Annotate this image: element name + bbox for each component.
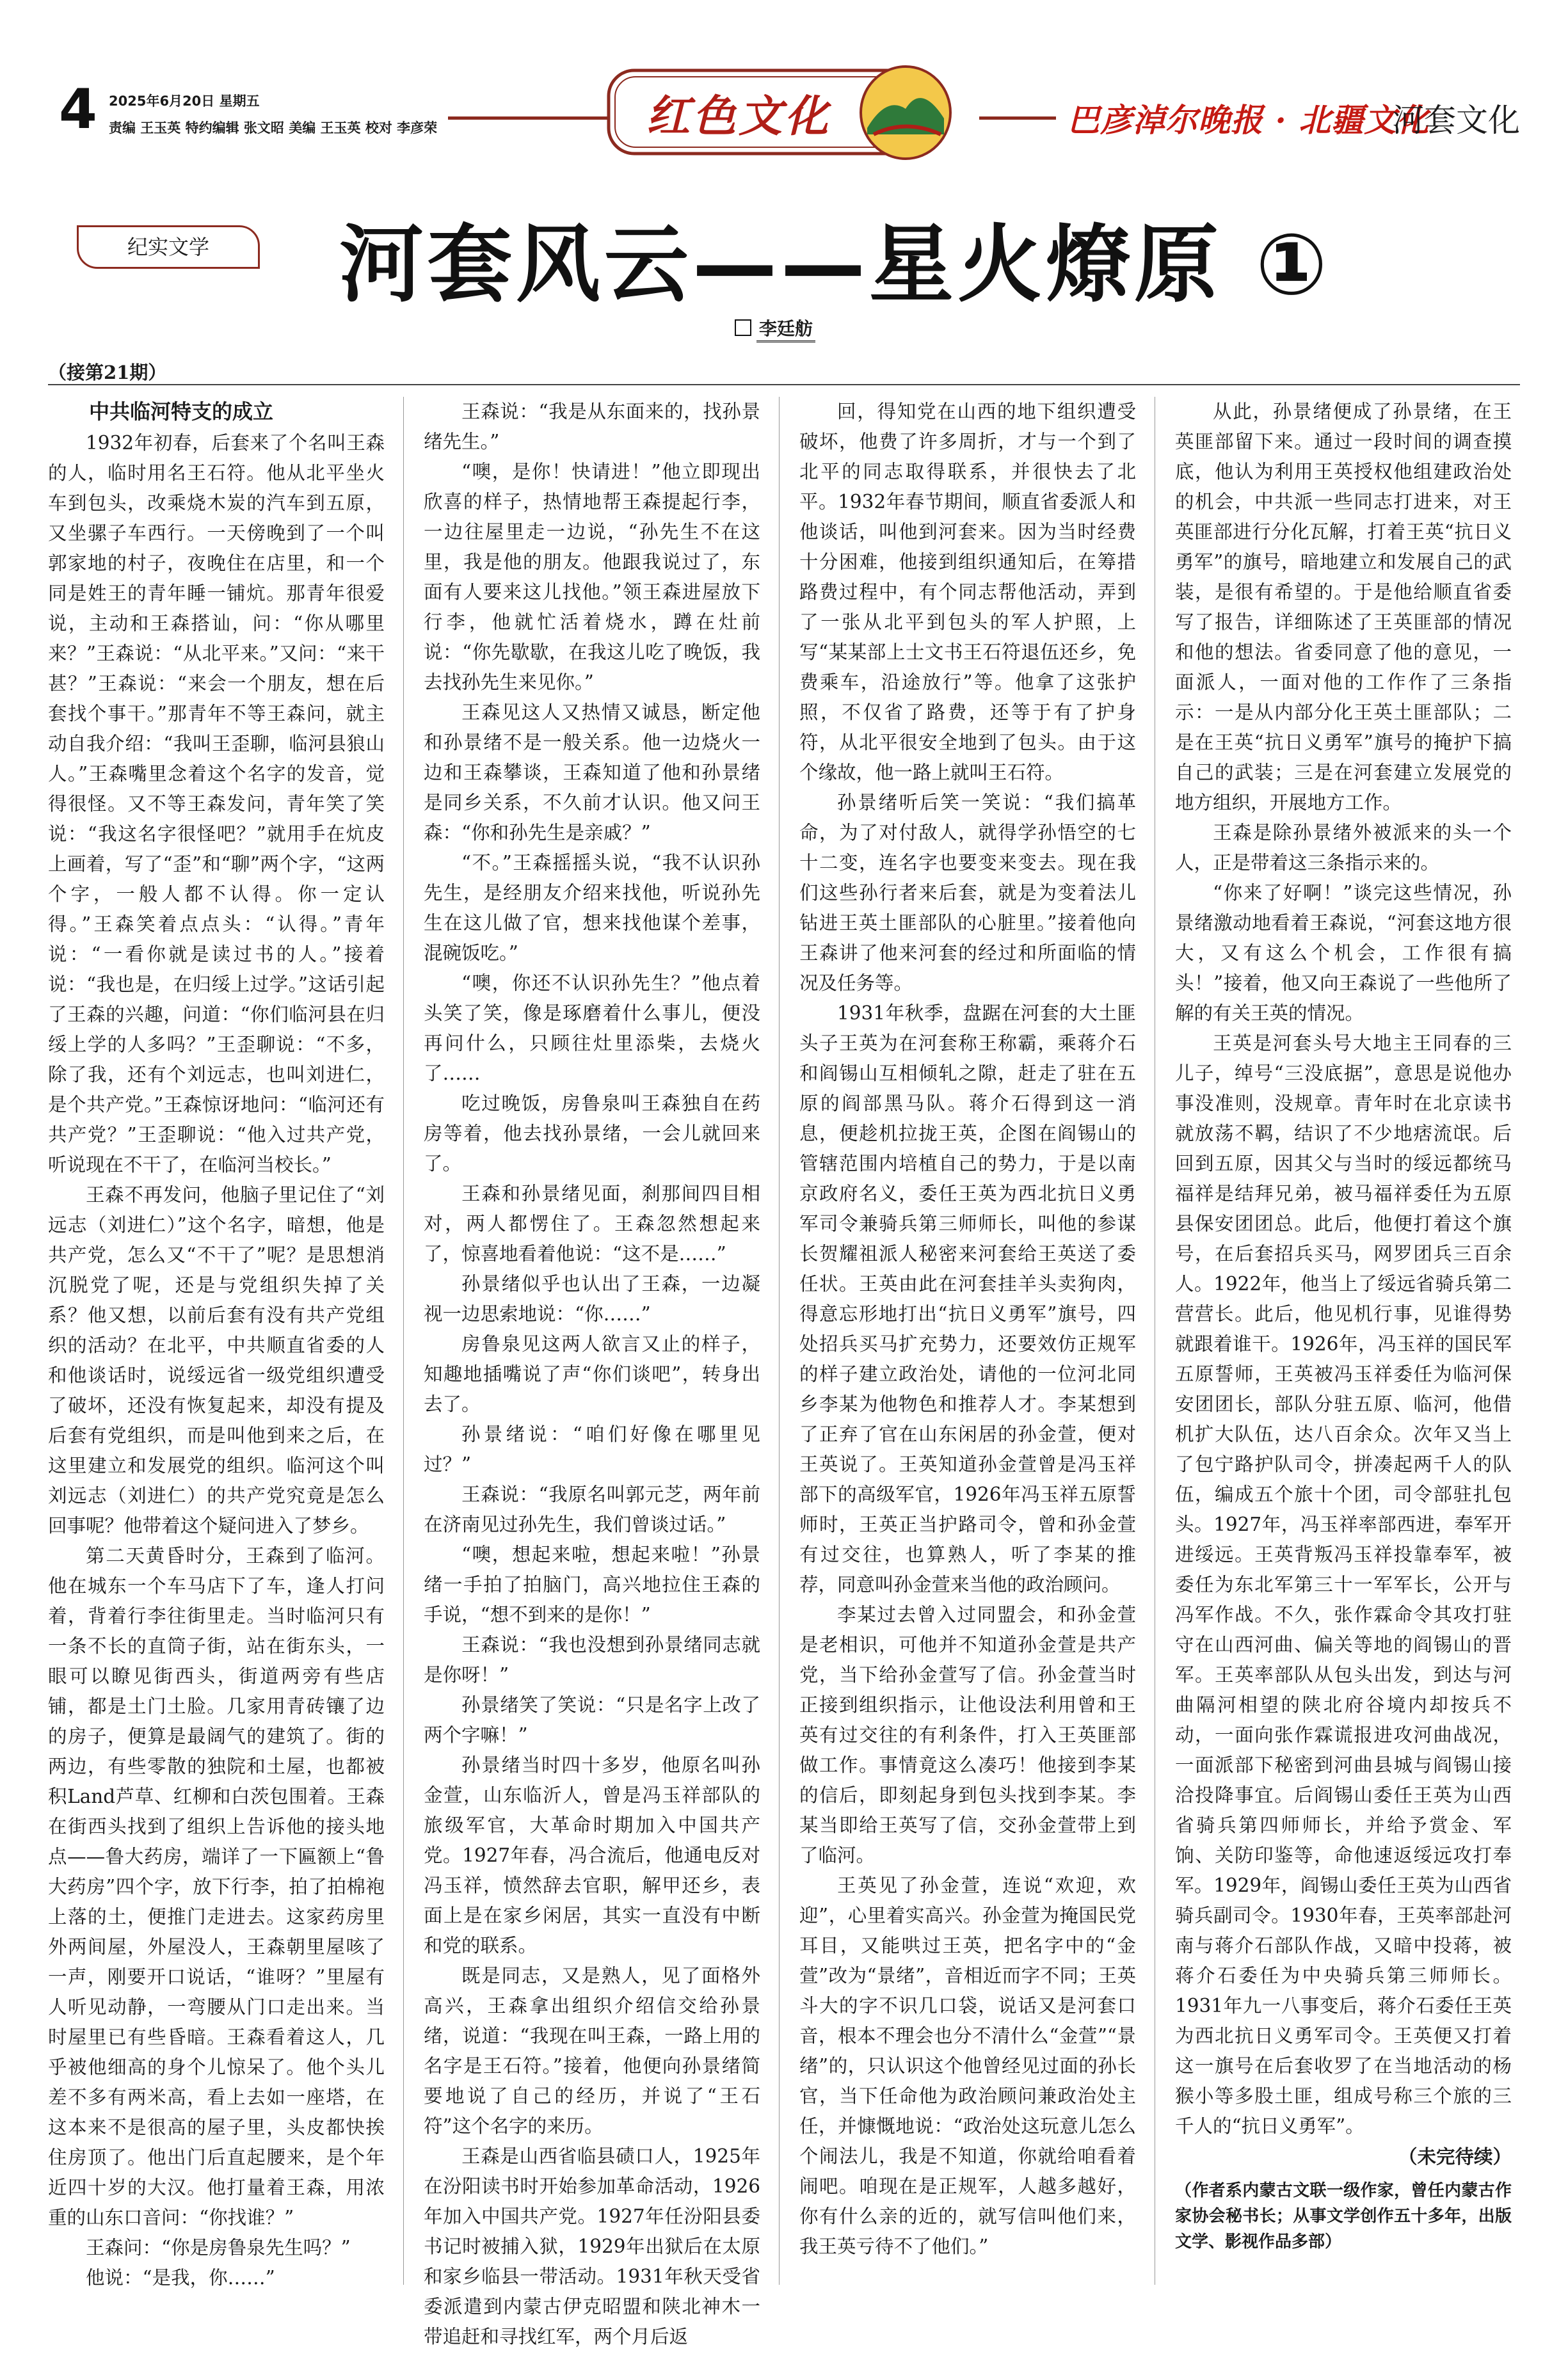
article-column-4 <box>1175 397 1512 2255</box>
paragraph: 王英见了孙金萱，连说“欢迎，欢迎”，心里着实高兴。孙金萱为掩国民党耳目，又能哄过王英，把名字中的“金萱”改为“景绪”，音相近而字不同；王英斗大的字不识几口袋，说话又是河套口音，根本不理会也分不清什么“金萱”“景绪”的，只认识这个他曾经见过面的孙长官，当下任命他为政治顾问兼政治处主任，并慷慨地说：“政治处这玩意儿怎么个闹法儿，我是不知道，你就给咱看着闹吧。咱现在是正规军，人越多越好，你有什么亲的近的，就写信叫他们来，我王英亏待不了他们。” <box>799 1875 1136 2257</box>
paragraph: 孙景绪听后笑一笑说：“我们搞革命，为了对付敌人，就得学孙悟空的七十二变，连名字也要变来变去。现在我们这些孙行者来后套，就是为变着法儿钻进王英土匪部队的心脏里。”接着他向王森讲了他来河套的经过和所面临的情况及任务等。 <box>799 792 1136 994</box>
section-badge-title: 红色文化 <box>646 91 831 142</box>
paragraph: 回，得知党在山西的地下组织遭受破坏，他费了许多周折，才与一个到了北平的同志取得联系，并很快去了北平。1932年春节期间，顺直省委派人和他谈话，叫他到河套来。因为当时经费十分困难，他接到组织通知后，在筹措路费过程中，有个同志帮他活动，弄到了一张从北平到包头的军人护照，上写“某某部上士文书王石符退伍还乡，免费乘车，沿途放行”等。他拿了这张护照，不仅省了路费，还等于有了护身符，从北平很安全地到了包头。由于这个缘故，他一路上就叫王石符。 <box>799 401 1136 783</box>
column-divider <box>403 397 404 2285</box>
paragraph: “噢，你还不认识孙先生？”他点着头笑了笑，像是琢磨着什么事儿，便没再问什么，只顾往灶里添柴，去烧火了…… <box>424 972 760 1084</box>
byline <box>735 315 815 342</box>
subheading: 中共临河特支的成立 <box>89 399 274 424</box>
paragraph: 1931年秋季，盘踞在河套的大土匪头子王英为在河套称王称霸，乘蒋介石和阎锡山互相倾轧之隙，赶走了驻在五原的阎部黑马队。蒋介石得到这一消息，便趁机拉拢王英，企图在阎锡山的管辖范围内培植自己的势力，于是以南京政府名义，委任王英为西北抗日义勇军司令兼骑兵第三师师长，叫他的参谋长贺耀祖派人秘密来河套给王英送了委任状。王英由此在河套挂羊头卖狗肉，得意忘形地打出“抗日义勇军”旗号，四处招兵买马扩充势力，还要效仿正规军的样子建立政治处，请他的一位河北同乡李某为他物色和推荐人才。李某想到了正弃了官在山东闲居的孙金萱，便对王英说了。王英知道孙金萱曾是冯玉祥部下的高级军官，1926年冯玉祥五原誓师时，王英正当护路司令，曾和孙金萱有过交往，也算熟人，听了李某的推荐，同意叫孙金萱来当他的政治顾问。 <box>799 1002 1136 1596</box>
article-column-2 <box>424 397 760 2352</box>
paragraph: 吃过晚饭，房鲁泉叫王森独自在药房等着，他去找孙景绪，一会儿就回来了。 <box>424 1092 760 1174</box>
paragraph: 从此，孙景绪便成了孙景绪，在王英匪部留下来。通过一段时间的调查摸底，他认为利用王英授权他组建政治处的机会，中共派一些同志打进来，对王英匪部进行分化瓦解，打着王英“抗日义勇军”的旗号，暗地建立和发展自己的武装，是很有希望的。于是他给顺直省委写了报告，详细陈述了王英匪部的情况和他的想法。省委同意了他的意见，一面派人，一面对他的工作作了三条指示：一是从内部分化王英土匪部队；二是在王英“抗日义勇军”旗号的掩护下搞自己的武装；三是在河套建立发展党的地方组织，开展地方工作。 <box>1175 401 1512 813</box>
paragraph: 王英是河套头号大地主王同春的三儿子，绰号“三没底据”，意思是说他办事没准则，没规章。青年时在北京读书就放荡不羁，结识了不少地痞流氓。后回到五原，因其父与当时的绥远都统马福祥是结拜兄弟，被马福祥委任为五原县保安团团总。此后，他便打着这个旗号，在后套招兵买马，网罗团兵三百余人。1922年，他当上了绥远省骑兵第二营营长。此后，他见机行事，见谁得势就跟着谁干。1926年，冯玉祥的国民军五原誓师，王英被冯玉祥委任为临河保安团团长，部队分驻五原、临河，他借机扩大队伍，达八百余众。次年又当上了包宁路护队司令，拼凑起两千人的队伍，编成五个旅十个团，司令部驻扎包头。1927年，冯玉祥率部西进，奉军开进绥远。王英背叛冯玉祥投靠奉军，被委任为东北军第三十一军军长，公开与冯军作战。不久，张作霖命令其攻打驻守在山西河曲、偏关等地的阎锡山的晋军。王英率部队从包头出发，到达与河曲隔河相望的陕北府谷境内却按兵不动，一面向张作霖谎报进攻河曲战况，一面派部下秘密到河曲县城与阎锡山接洽投降事宜。后阎锡山委任王英为山西省骑兵第四师师长，并给予赏金、军饷、关防印鉴等，命他速返绥远攻打奉军。1929年，阎锡山委任王英为山西省骑兵副司令。1930年春，王英率部赴河南与蒋介石部队作战，又暗中投蒋，被蒋介石委任为中央骑兵第三师师长。1931年九一八事变后，蒋介石委任王英为西北抗日义勇军司令。王英便又打着这一旗号在后套收罗了在当地活动的杨猴小等多股土匪，组成号称三个旅的三千人的“抗日义勇军”。 <box>1175 1032 1512 2137</box>
author-bio: （作者系内蒙古文联一级作家，曾任内蒙古作家协会秘书长；从事文学创作五十多年，出版文学、影视作品多部） <box>1175 2181 1512 2252</box>
paragraph: 既是同志，又是熟人，见了面格外高兴，王森拿出组织介绍信交给孙景绪，说道：“我现在叫王森，一路上用的名字是王石符。”接着，他便向孙景绪简要地说了自己的经历，并说了“王石符”这个名字的来历。 <box>424 1965 760 2137</box>
paragraph: 王森见这人又热情又诚恳，断定他和孙景绪不是一般关系。他一边烧火一边和王森攀谈，王森知道了他和孙景绪是同乡关系，不久前才认识。他又问王森：“你和孙先生是亲戚？” <box>424 701 760 844</box>
paragraph: 孙景绪说：“咱们好像在哪里见过？” <box>424 1423 760 1475</box>
paragraph: “你来了好啊！”谈完这些情况，孙景绪激动地看着王森说，“河套这地方很大，又有这么个机会，工作很有搞头！”接着，他又向王森说了一些他所了解的有关王英的情况。 <box>1175 882 1512 1024</box>
paragraph: 王森是山西省临县碛口人，1925年在汾阳读书时开始参加革命活动，1926年加入中国共产党。1927年任汾阳县委书记时被捕入狱，1929年出狱后在太原和家乡临县一带活动。1931年秋天受省委派遣到内蒙古伊克昭盟和陕北神木一带追赶和寻找红军，两个月后返 <box>424 2145 760 2348</box>
to-be-continued: （未完待续） <box>1398 2145 1512 2168</box>
page-number: 4 <box>59 77 97 141</box>
paragraph: 1932年初春，后套来了个名叫王森的人，临时用名王石符。他从北平坐火车到包头，改乘烧木炭的汽车到五原，又坐骡子车西行。一天傍晚到了一个叫郭家地的村子，夜晚住在店里，和一个同是姓王的青年睡一铺炕。那青年很爱说，主动和王森搭讪，问：“你从哪里来？”王森说：“从北平来。”又问：“来干甚？”王森说：“来会一个朋友，想在后套找个事干。”那青年不等王森问，就主动自我介绍：“我叫王歪聊，临河县狼山人。”王森嘴里念着这个名字的发音，觉得很怪。又不等王森发问，青年笑了笑说：“我这名字很怪吧？”就用手在炕皮上画着，写了“歪”和“聊”两个字，“这两个字，一般人都不认得。你一定认得。”王森笑着点点头：“认得。”青年说：“一看你就是读过书的人。”接着说：“我也是，在归绥上过学。”这话引起了王森的兴趣，问道：“你们临河县在归绥上学的人多吗？”王歪聊说：“不多，除了我，还有个刘远志，也叫刘进仁，是个共产党。”王森惊讶地问：“临河还有共产党？”王歪聊说：“他入过共产党，听说现在不干了，在临河当校长。” <box>48 432 385 1176</box>
masthead-newspaper: 巴彦淖尔晚报 · 北疆文化 <box>1068 101 1430 139</box>
column-divider <box>779 397 780 2285</box>
paragraph: “噢，是你！快请进！”他立即现出欣喜的样子，热情地帮王森提起行李，一边往屋里走一边说，“孙先生不在这里，我是他的朋友。他跟我说过了，东面有人要来这儿找他。”领王森进屋放下行李，他就忙活着烧水，蹲在灶前说：“你先歇歇，在我这儿吃了晚饭，我去找孙先生来见你。” <box>424 461 760 693</box>
paragraph: 王森是除孙景绪外被派来的头一个人，正是带着这三条指示来的。 <box>1175 822 1512 874</box>
author-name: 李廷舫 <box>756 315 815 342</box>
divider <box>48 384 1520 385</box>
genre-label: 纪实文学 <box>77 225 260 269</box>
paragraph: 王森和孙景绪见面，刹那间四目相对，两人都愣住了。王森忽然想起来了，惊喜地看着他说：“这不是……” <box>424 1183 760 1265</box>
landscape-emblem-icon <box>861 67 950 159</box>
paragraph: 王森说：“我也没想到孙景绪同志就是你呀！” <box>424 1634 760 1686</box>
article-column-3 <box>799 397 1136 2262</box>
continued-from: （接第21期） <box>48 362 167 383</box>
byline-box-icon <box>735 319 751 336</box>
editor-credits: 责编 王玉英 特约编辑 张文昭 美编 王玉英 校对 李彦荣 <box>109 120 438 136</box>
paragraph: 王森说：“我是从东面来的，找孙景绪先生。” <box>424 401 760 452</box>
article-title: 河套风云——星火燎原 ① <box>339 216 1331 314</box>
paragraph: 孙景绪似乎也认出了王森，一边凝视一边思索地说：“你……” <box>424 1273 760 1325</box>
paragraph: 第二天黄昏时分，王森到了临河。他在城东一个车马店下了车，逢人打问着，背着行李往街里走。当时临河只有一条不长的直筒子街，站在街东头，一眼可以瞭见街西头，街道两旁有些店铺，都是土门土脸。几家用青砖镶了边的房子，便算是最阔气的建筑了。街的两边，有些零散的独院和土屋，也都被积Land芦草、红柳和白茨包围着。王森在街西头找到了组织上告诉他的接头地点——鲁大药房，端详了一下匾额上“鲁大药房”四个字，放下行李，拍了拍棉袍上落的土，便推门走进去。这家药房里外两间屋，外屋没人，王森朝里屋咳了一声，刚要开口说话，“谁呀？”里屋有人听见动静，一弯腰从门口走出来。当时屋里已有些昏暗。王森看着这人，几乎被他细高的身个儿惊呆了。他个头儿差不多有两米高，看上去如一座塔，在这本来不是很高的屋子里，头皮都快挨住房顶了。他出门后直起腰来，是个年近四十岁的大汉。他打量着王森，用浓重的山东口音问：“你找谁？” <box>48 1545 385 2228</box>
paragraph: 王森说：“我原名叫郭元芝，两年前在济南见过孙先生，我们曾谈过话。” <box>424 1484 760 1535</box>
paragraph: 房鲁泉见这两人欲言又止的样子，知趣地插嘴说了声“你们谈吧”，转身出去了。 <box>424 1333 760 1415</box>
article-column-1 <box>48 397 385 2293</box>
header-rule-right <box>979 116 1056 120</box>
paragraph: “噢，想起来啦，想起来啦！”孙景绪一手拍了拍脑门，高兴地拉住王森的手说，“想不到来的是你！” <box>424 1544 760 1626</box>
header-rule-left <box>448 116 611 120</box>
issue-date: 2025年6月20日 星期五 <box>109 93 260 109</box>
masthead-section: 河套文化 <box>1392 102 1520 139</box>
paragraph: “不。”王森摇摇头说，“我不认识孙先生，是经朋友介绍来找他，听说孙先生在这儿做了官，想来找他谋个差事，混碗饭吃。” <box>424 852 760 964</box>
paragraph: 李某过去曾入过同盟会，和孙金萱是老相识，可他并不知道孙金萱是共产党，当下给孙金萱写了信。孙金萱当时正接到组织指示，让他设法利用曾和王英有过交往的有利条件，打入王英匪部做工作。事情竟这么凑巧！他接到李某的信后，即刻起身到包头找到李某。李某当即给王英写了信，交孙金萱带上到了临河。 <box>799 1604 1136 1866</box>
paragraph: 他说：“是我，你……” <box>86 2267 275 2289</box>
paragraph: 孙景绪笑了笑说：“只是名字上改了两个字嘛！” <box>424 1694 760 1746</box>
paragraph: 孙景绪当时四十多岁，他原名叫孙金萱，山东临沂人，曾是冯玉祥部队的旅级军官，大革命时期加入中国共产党。1927年春，冯合流后，他通电反对冯玉祥，愤然辞去官职，解甲还乡，表面上是在家乡闲居，其实一直没有中断和党的联系。 <box>424 1754 760 1956</box>
paragraph: 王森不再发问，他脑子里记住了“刘远志（刘进仁）”这个名字，暗想，他是共产党，怎么又“不干了”呢？是思想消沉脱党了呢，还是与党组织失掉了关系？他又想，以前后套有没有共产党组织的活动？在北平，中共顺直省委的人和他谈话时，说绥远省一级党组织遭受了破坏，还没有恢复起来，却没有提及后套有党组织，而是叫他到来之后，在这里建立和发展党的组织。临河这个叫刘远志（刘进仁）的共产党究竟是怎么回事呢？他带着这个疑问进入了梦乡。 <box>48 1184 385 1537</box>
paragraph: 王森问：“你是房鲁泉先生吗？” <box>86 2237 351 2259</box>
